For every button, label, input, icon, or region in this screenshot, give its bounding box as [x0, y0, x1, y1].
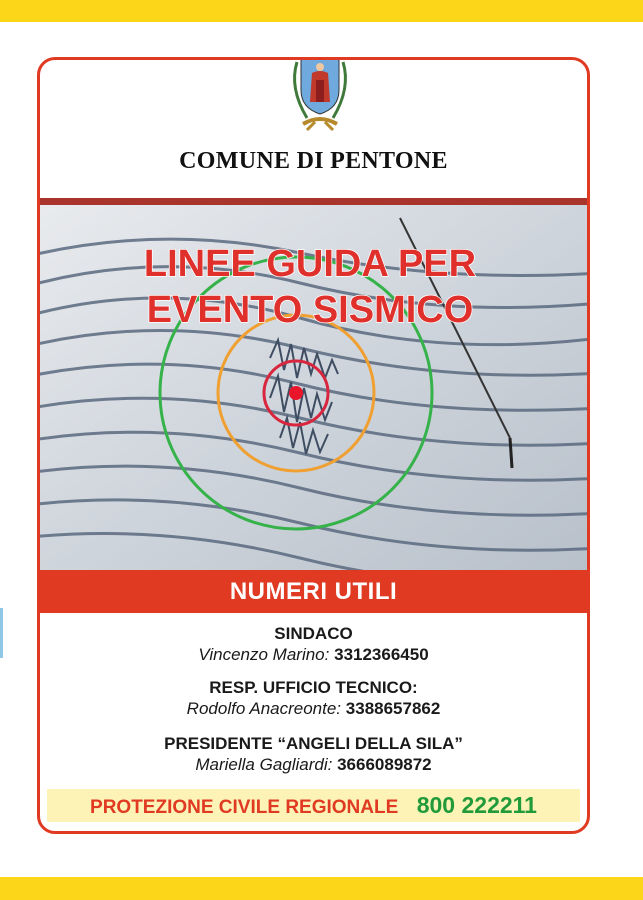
bottom-yellow-band: [0, 877, 643, 900]
contact-person: [40, 698, 587, 719]
contact-name: Vincenzo Marino:: [198, 645, 330, 664]
contact-phone: 3388657862: [345, 699, 441, 718]
seismograph-hero: [40, 198, 587, 570]
contact-name: Mariella Gagliardi:: [195, 755, 338, 774]
info-card: [37, 57, 590, 834]
top-yellow-band: [0, 0, 643, 22]
edge-decoration: [0, 608, 3, 658]
contact-ufficio-tecnico: [40, 677, 587, 719]
contact-role: SINDACO: [274, 624, 353, 643]
protezione-civile-label: PROTEZIONE CIVILE REGIONALE: [90, 797, 399, 818]
contact-phone: 3312366450: [334, 645, 429, 664]
contact-sindaco: [40, 623, 587, 665]
contact-person: [40, 754, 587, 775]
hero-title-line1: LINEE GUIDA PER: [143, 243, 477, 285]
protezione-civile-number: 800 222211: [416, 792, 537, 818]
seismograph-illustration: [40, 198, 587, 570]
contact-name: Rodolfo Anacreonte:: [186, 699, 342, 718]
contact-phone: 3666089872: [337, 755, 432, 774]
comune-title: COMUNE DI PENTONE: [179, 148, 448, 174]
municipal-coat-of-arms-icon: [285, 57, 355, 138]
numeri-utili-heading: NUMERI UTILI: [40, 570, 587, 613]
epicenter-target-icon: [289, 386, 303, 400]
protezione-civile-bar: [47, 789, 580, 822]
hero-title-line2: EVENTO SISMICO: [146, 289, 474, 331]
contact-role: PRESIDENTE “ANGELI DELLA SILA”: [164, 734, 463, 753]
contact-angeli-della-sila: [40, 733, 587, 775]
contact-role: RESP. UFFICIO TECNICO:: [209, 678, 418, 697]
contact-person: [40, 644, 587, 665]
